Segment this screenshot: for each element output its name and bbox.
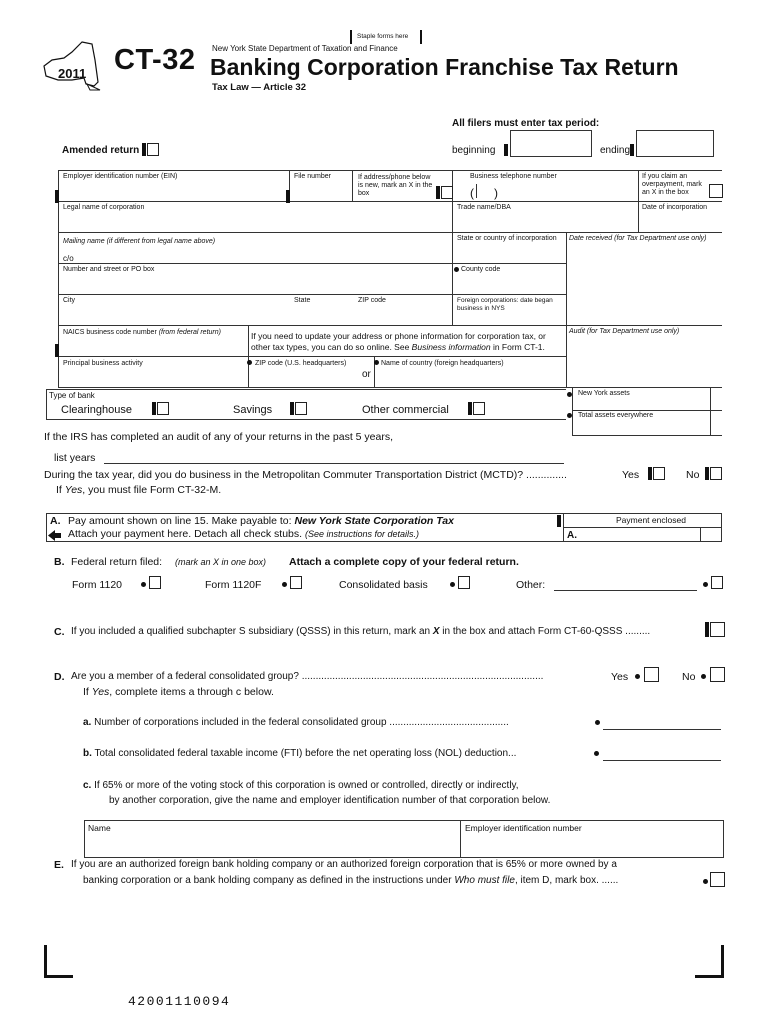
amended-marker [142,143,146,156]
section-b-hint: (mark an X in one box) [175,557,267,567]
section-a-line2 [68,528,419,540]
mctd-yes-checkbox[interactable] [653,467,665,480]
state-label: State [294,297,311,304]
zip-hq-label: ZIP code (U.S. headquarters) [255,360,347,367]
section-a-line2-prefix: Attach your payment here. Detach all check stubs. [68,528,303,540]
other-checkbox[interactable] [711,576,723,589]
other-commercial-checkbox[interactable] [473,402,485,415]
section-d-question: Are you a member of a federal consolidated group? ....................................................................................... [71,671,544,682]
section-a-line2-suffix: (See instructions for details.) [304,529,420,539]
ny-assets-label: New York assets [578,390,630,397]
ending-marker [630,144,634,156]
barcode-number: 42001110094 [128,994,231,1009]
business-info-ref: Business information [411,342,491,352]
section-d-yes-checkbox[interactable] [644,667,659,682]
foreign-corp-label: Foreign corporations: date began business in NYS [457,297,553,312]
tax-period-beginning-label: beginning [452,145,496,156]
form-1120f-label: Form 1120F [205,579,262,591]
amended-return-checkbox[interactable] [147,143,159,156]
tax-period-heading: All filers must enter tax period: [452,118,600,129]
section-e-line2: banking corporation or a bank holding company as defined in the instructions under Who must file, item D, mark box. ...... [83,875,619,886]
payment-amount-field[interactable] [580,528,698,541]
qsss-checkbox[interactable] [710,622,725,637]
department-name: New York State Department of Taxation and Finance [212,44,398,53]
staple-note [350,30,422,44]
amended-return-label: Amended return [62,145,140,156]
audit-label: Audit (for Tax Department use only) [569,328,680,335]
total-assets-label: Total assets everywhere [578,412,654,419]
clearinghouse-label: Clearinghouse [61,404,132,416]
overpayment-checkbox[interactable] [709,184,723,198]
corner-mark-left [44,945,73,978]
country-hq-label: Name of country (foreign headquarters) [381,360,504,367]
section-d-item-c2: by another corporation, give the name and employer identification number of that corporation below. [109,795,551,806]
bank-type-heading: Type of bank [49,391,95,400]
parent-ein-field[interactable] [465,836,720,854]
beginning-date-field[interactable] [510,130,592,157]
form-1120f-checkbox[interactable] [290,576,302,589]
other-label: Other: [516,579,546,591]
naics-label: NAICS business code number (from federal return) [63,329,221,336]
section-d-no-checkbox[interactable] [710,667,725,682]
update-notice-line1: If you need to update your address or phone information for corporation tax, or [251,331,546,341]
section-d-yes-label: Yes [611,671,629,683]
section-a-letter: A. [50,515,61,527]
who-must-file-ref: Who must file [454,875,515,886]
consolidated-fti-field[interactable] [603,760,721,761]
consolidated-basis-label: Consolidated basis [339,579,428,591]
ending-date-field[interactable] [636,130,714,157]
section-a-line1 [68,515,454,527]
naics-hint: (from federal return) [158,329,221,336]
section-c-text: If you included a qualified subchapter S subsidiary (QSSS) in this return, mark an X in the box and attach Form CT-60-QSSS ......... [71,626,651,637]
phone-label: Business telephone number [470,173,557,180]
other-text-field[interactable] [554,590,697,591]
mailing-name-label: Mailing name (if different from legal name above) [63,238,216,245]
zip-label: ZIP code [358,297,386,304]
section-e-line1: If you are an authorized foreign bank holding company or an authorized foreign corporation that is 65% or more owned by a [71,859,617,870]
trade-name-label: Trade name/DBA [457,204,511,211]
file-number-label: File number [294,173,331,180]
section-a-payee: New York State Corporation Tax [294,515,454,527]
ein-label: Employer identification number (EIN) [63,173,178,180]
payment-enclosed-label: Payment enclosed [616,515,686,525]
section-d-if-yes: If Yes, complete items a through c below. [83,686,274,698]
street-label: Number and street or PO box [63,266,155,273]
principal-activity-label: Principal business activity [63,360,143,367]
section-d-item-b: b. Total consolidated federal taxable income (FTI) before the net operating loss (NOL) deduction... [83,748,517,759]
section-d-no-label: No [682,671,696,683]
corner-mark-right [695,945,724,978]
section-d-item-c1: c. If 65% or more of the voting stock of this corporation is owned or controlled, directly or indirectly, [83,780,519,791]
section-e-letter: E. [54,859,64,871]
mctd-no-checkbox[interactable] [710,467,722,480]
mctd-note-yes: Yes [64,484,83,496]
section-a-box-label: A. [567,530,577,541]
mctd-note: If Yes, you must file Form CT-32-M. [56,484,222,496]
form-1120-label: Form 1120 [72,579,122,591]
savings-label: Savings [233,404,273,416]
or-label: or [362,369,371,380]
irs-audit-years-field[interactable] [104,463,564,464]
section-a-line1-prefix: Pay amount shown on line 15. Make payable to: [68,515,292,527]
phone-parens: ( ) [470,186,498,200]
form-1120-checkbox[interactable] [149,576,161,589]
section-b-attach: Attach a complete copy of your federal return. [289,556,519,568]
overpayment-label: If you claim an overpayment, mark an X in the box [642,173,702,196]
date-received-label: Date received (for Tax Department use only) [569,235,707,242]
other-commercial-label: Other commercial [362,404,449,416]
section-d-if-yes-word: Yes [91,686,110,698]
form-title: Banking Corporation Franchise Tax Return [210,54,679,80]
form-subtitle: Tax Law — Article 32 [212,82,306,93]
form-id: CT-32 [114,44,196,76]
city-label: City [63,297,76,304]
co-label: c/o [63,254,74,263]
parent-name-label: Name [88,823,111,833]
parent-ein-label: Employer identification number [465,823,582,833]
state-incorporation-label: State or country of incorporation [457,235,557,242]
beginning-marker [504,144,508,156]
mctd-no-label: No [686,469,700,481]
mctd-question: During the tax year, did you do business in the Metropolitan Commuter Transportation District (MCTD)? .............. [44,469,567,481]
consolidated-basis-checkbox[interactable] [458,576,470,589]
tax-year: 2011 [58,66,87,81]
section-c-letter: C. [54,626,65,638]
mctd-yes-label: Yes [622,469,640,481]
section-b-label: Federal return filed: [71,556,163,568]
irs-audit-list-years-label: list years [54,452,96,464]
county-code-label: County code [461,266,501,273]
tax-period-ending-label: ending [600,145,631,156]
irs-audit-line1: If the IRS has completed an audit of any of your returns in the past 5 years, [44,431,394,443]
update-notice-line2: other tax types, you can do so online. See Business information in Form CT-1. [251,342,545,352]
savings-checkbox[interactable] [295,402,307,415]
parent-name-field[interactable] [88,836,456,854]
address-change-checkbox[interactable] [441,186,453,199]
clearinghouse-checkbox[interactable] [157,402,169,415]
section-d-letter: D. [54,671,65,683]
staple-note-text: Staple forms here [357,33,409,40]
address-change-label: If address/phone below is new, mark an X in the box [358,174,433,197]
section-d-item-a: a. Number of corporations included in the federal consolidated group ........................................... [83,717,509,728]
arrow-left-icon [48,530,62,541]
section-b-letter: B. [54,556,65,568]
date-incorporation-label: Date of incorporation [642,204,707,211]
foreign-bank-holding-checkbox[interactable] [710,872,725,887]
legal-name-label: Legal name of corporation [63,204,145,211]
consolidated-corporations-count-field[interactable] [603,729,721,730]
